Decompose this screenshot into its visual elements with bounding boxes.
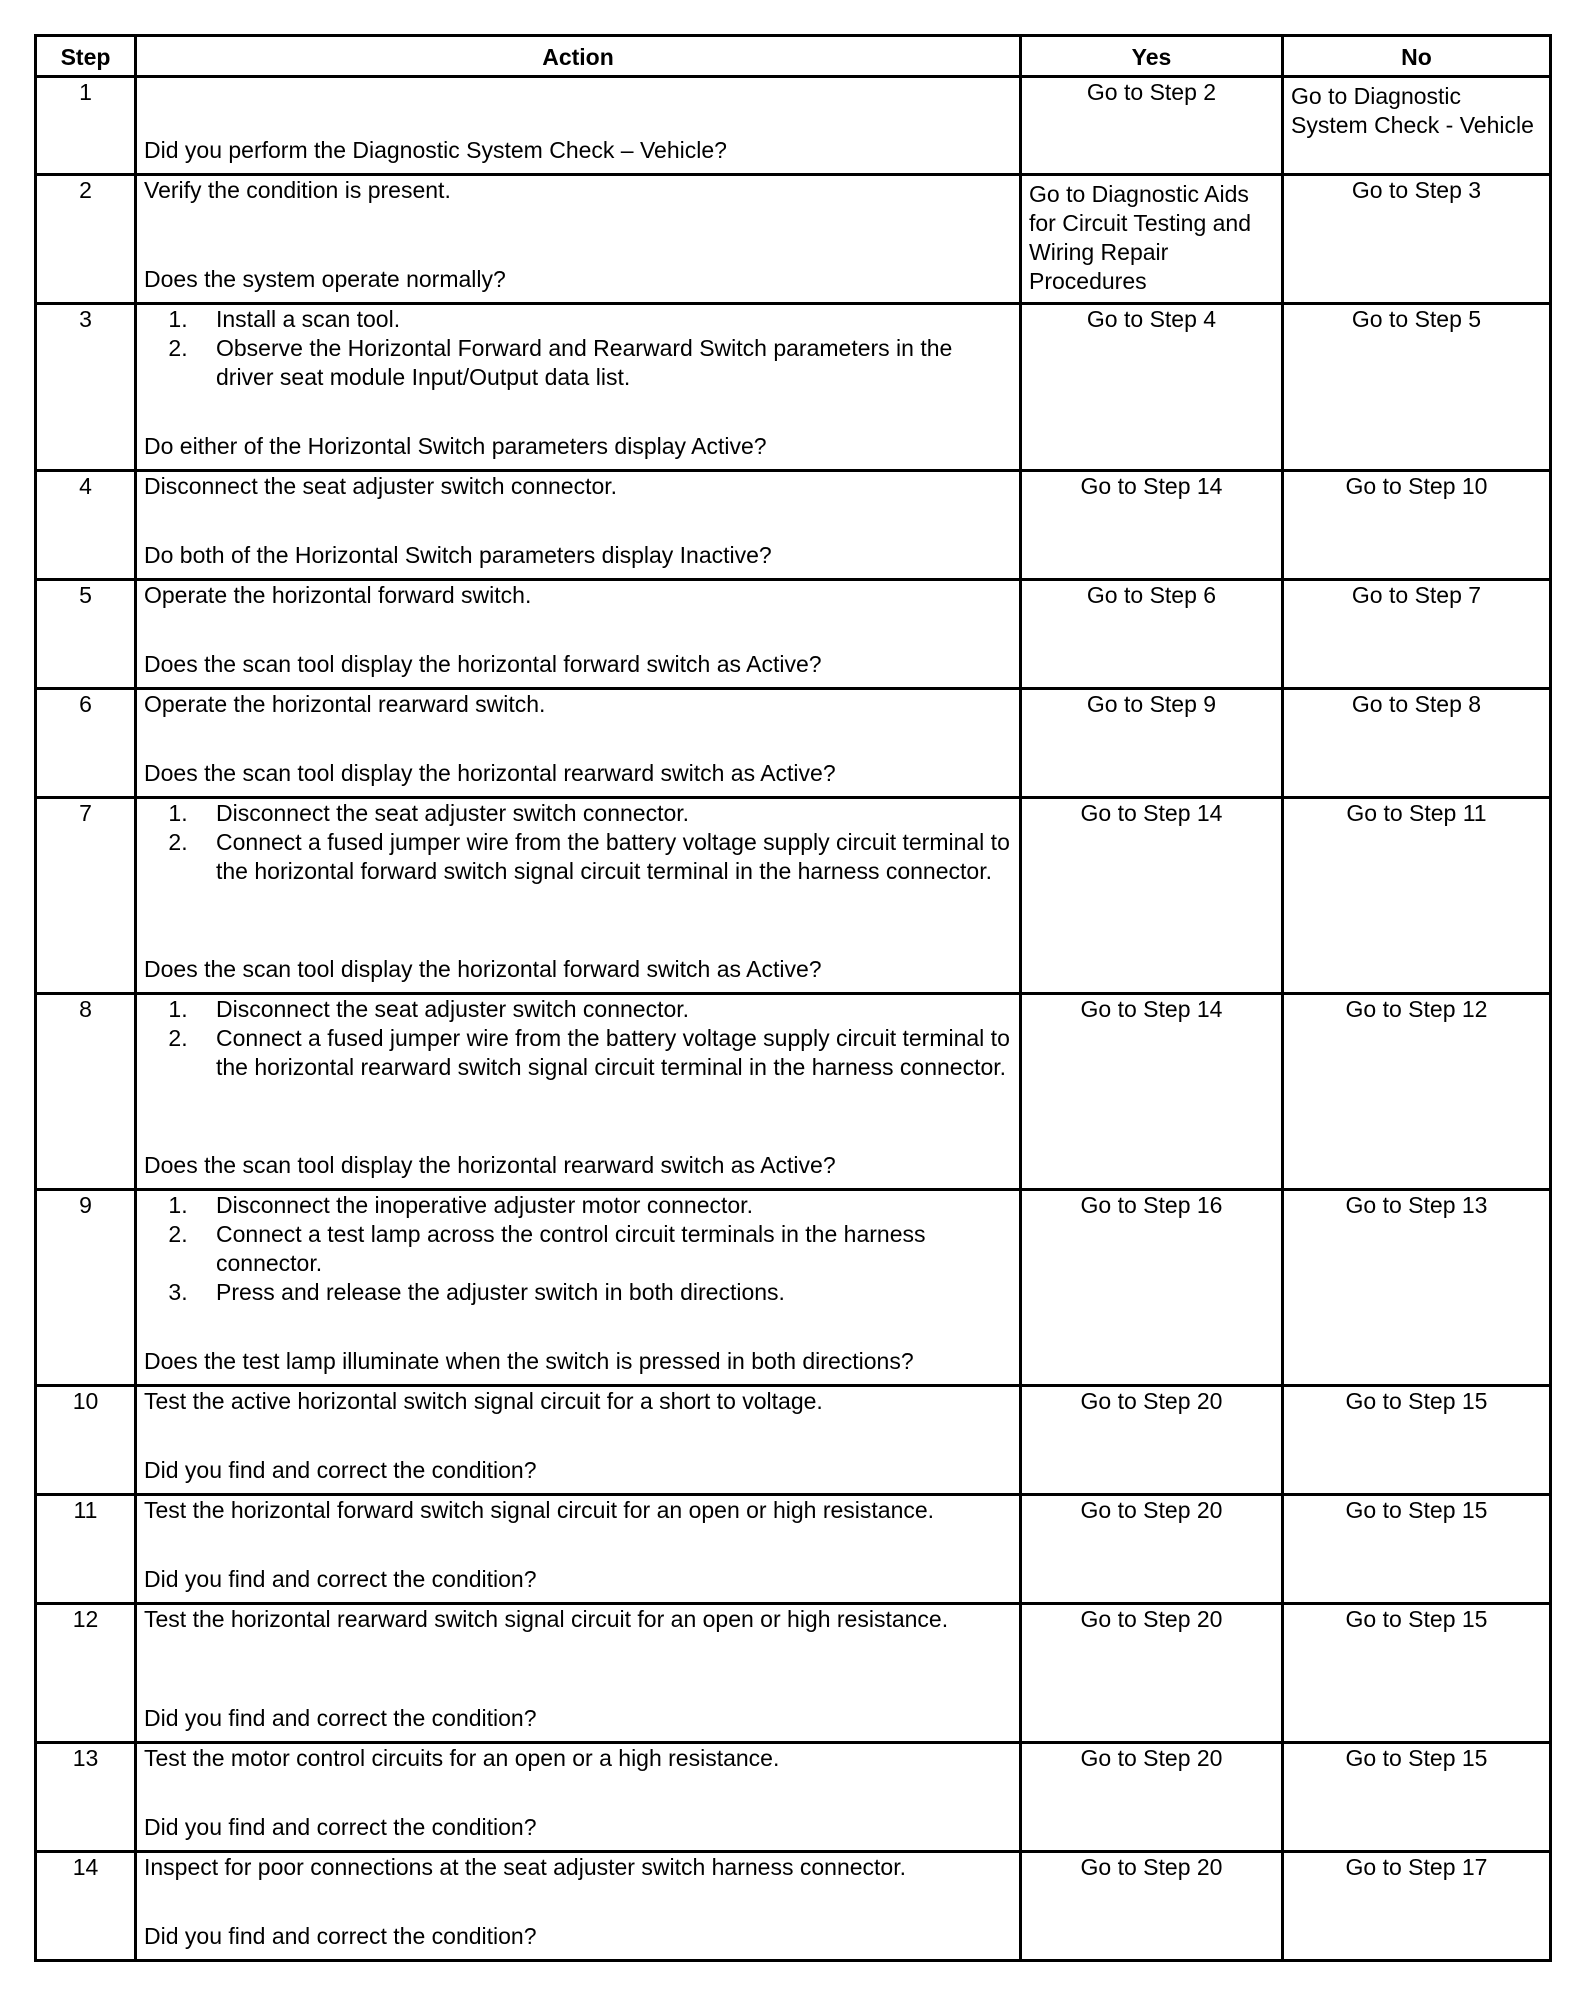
table-row [36,1743,1551,1852]
step-number: 14 [36,1852,136,1961]
table-row [36,471,1551,580]
step-number: 2 [36,175,136,304]
step-number: 12 [36,1604,136,1743]
step-number: 4 [36,471,136,580]
yes-result: Go to Step 20 [1021,1495,1283,1604]
action-question: Did you find and correct the condition? [144,1566,537,1592]
yes-result: Go to Step 6 [1021,580,1283,689]
table-row [36,304,1551,471]
action-substep: 2. Observe the Horizontal Forward and Rearward Switch parameters in the driver seat module Input/Output data list. [194,334,1012,392]
action-substep: 2. Connect a test lamp across the control circuit terminals in the harness connector. [194,1220,1012,1278]
step-number: 6 [36,689,136,798]
action-question: Do both of the Horizontal Switch parameters display Inactive? [144,542,772,568]
action-cell [136,1604,1021,1743]
action-question: Does the system operate normally? [144,266,506,292]
yes-result: Go to Step 20 [1021,1743,1283,1852]
diagnostic-table [34,34,1552,1962]
table-body [36,77,1551,1961]
action-question: Does the test lamp illuminate when the switch is pressed in both directions? [144,1348,914,1374]
step-number: 13 [36,1743,136,1852]
action-cell [136,1743,1021,1852]
header-step: Step [36,36,136,77]
action-cell [136,175,1021,304]
table-row [36,77,1551,175]
yes-result: Go to Step 9 [1021,689,1283,798]
header-action: Action [136,36,1021,77]
action-instruction: Verify the condition is present. [144,177,451,203]
no-result: Go to Step 15 [1283,1495,1551,1604]
yes-result: Go to Step 14 [1021,471,1283,580]
action-question: Did you find and correct the condition? [144,1814,537,1840]
action-substep: 1. Install a scan tool. [194,305,1012,334]
action-cell [136,1190,1021,1386]
no-result: Go to Step 5 [1283,304,1551,471]
action-substeps [144,1191,1012,1307]
action-substep: 1. Disconnect the seat adjuster switch connector. [194,995,1012,1024]
action-substeps [144,305,1012,392]
action-instruction: Inspect for poor connections at the seat adjuster switch harness connector. [144,1854,906,1880]
action-cell [136,1495,1021,1604]
table-row [36,689,1551,798]
action-instruction: Test the active horizontal switch signal circuit for a short to voltage. [144,1388,823,1414]
action-instruction: Test the motor control circuits for an open or a high resistance. [144,1745,780,1771]
no-result: Go to Step 8 [1283,689,1551,798]
action-question: Did you find and correct the condition? [144,1457,537,1483]
table-row [36,175,1551,304]
step-number: 1 [36,77,136,175]
action-instruction: Operate the horizontal rearward switch. [144,691,546,717]
action-question: Did you find and correct the condition? [144,1705,537,1731]
no-result: Go to Step 15 [1283,1743,1551,1852]
table-row [36,1190,1551,1386]
table-row [36,1852,1551,1961]
action-substep: 2. Connect a fused jumper wire from the battery voltage supply circuit terminal to the horizontal rearward switch signal circuit terminal in the harness connector. [194,1024,1012,1082]
no-result: Go to Step 10 [1283,471,1551,580]
step-number: 3 [36,304,136,471]
action-question: Did you find and correct the condition? [144,1923,537,1949]
action-substeps [144,799,1012,886]
action-question: Does the scan tool display the horizontal rearward switch as Active? [144,1152,836,1178]
action-question: Does the scan tool display the horizontal rearward switch as Active? [144,760,836,786]
action-question: Does the scan tool display the horizontal forward switch as Active? [144,651,822,677]
yes-result: Go to Step 20 [1021,1386,1283,1495]
table-row [36,580,1551,689]
yes-result: Go to Step 20 [1021,1852,1283,1961]
yes-result: Go to Step 20 [1021,1604,1283,1743]
no-result: Go to Step 17 [1283,1852,1551,1961]
action-cell [136,1386,1021,1495]
table-row [36,1386,1551,1495]
action-cell [136,689,1021,798]
no-result: Go to Step 11 [1283,798,1551,994]
action-cell [136,1852,1021,1961]
table-row [36,798,1551,994]
step-number: 7 [36,798,136,994]
action-question: Does the scan tool display the horizontal forward switch as Active? [144,956,822,982]
step-number: 10 [36,1386,136,1495]
action-cell [136,77,1021,175]
action-question: Did you perform the Diagnostic System Check – Vehicle? [144,137,727,163]
yes-result: Go to Diagnostic Aids for Circuit Testing and Wiring Repair Procedures [1021,175,1283,304]
no-result: Go to Diagnostic System Check - Vehicle [1283,77,1551,175]
no-result: Go to Step 15 [1283,1386,1551,1495]
action-substep: 1. Disconnect the inoperative adjuster motor connector. [194,1191,1012,1220]
yes-result: Go to Step 14 [1021,994,1283,1190]
table-row [36,1604,1551,1743]
action-instruction: Test the horizontal forward switch signal circuit for an open or high resistance. [144,1497,935,1523]
yes-result: Go to Step 16 [1021,1190,1283,1386]
table-row [36,1495,1551,1604]
action-substep: 2. Connect a fused jumper wire from the battery voltage supply circuit terminal to the horizontal forward switch signal circuit terminal in the harness connector. [194,828,1012,886]
action-instruction: Operate the horizontal forward switch. [144,582,532,608]
step-number: 9 [36,1190,136,1386]
action-instruction: Test the horizontal rearward switch signal circuit for an open or high resistance. [144,1606,949,1632]
action-instruction: Disconnect the seat adjuster switch connector. [144,473,618,499]
step-number: 8 [36,994,136,1190]
action-cell [136,471,1021,580]
no-result: Go to Step 13 [1283,1190,1551,1386]
action-cell [136,994,1021,1190]
no-result: Go to Step 15 [1283,1604,1551,1743]
table-row [36,994,1551,1190]
action-cell [136,580,1021,689]
no-result: Go to Step 12 [1283,994,1551,1190]
yes-result: Go to Step 2 [1021,77,1283,175]
header-yes: Yes [1021,36,1283,77]
header-no: No [1283,36,1551,77]
no-result: Go to Step 7 [1283,580,1551,689]
step-number: 11 [36,1495,136,1604]
action-substep: 3. Press and release the adjuster switch in both directions. [194,1278,1012,1307]
action-substep: 1. Disconnect the seat adjuster switch connector. [194,799,1012,828]
yes-result: Go to Step 14 [1021,798,1283,994]
step-number: 5 [36,580,136,689]
action-cell [136,304,1021,471]
no-result: Go to Step 3 [1283,175,1551,304]
action-question: Do either of the Horizontal Switch parameters display Active? [144,433,767,459]
action-cell [136,798,1021,994]
yes-result: Go to Step 4 [1021,304,1283,471]
table-header-row [36,36,1551,77]
action-substeps [144,995,1012,1082]
